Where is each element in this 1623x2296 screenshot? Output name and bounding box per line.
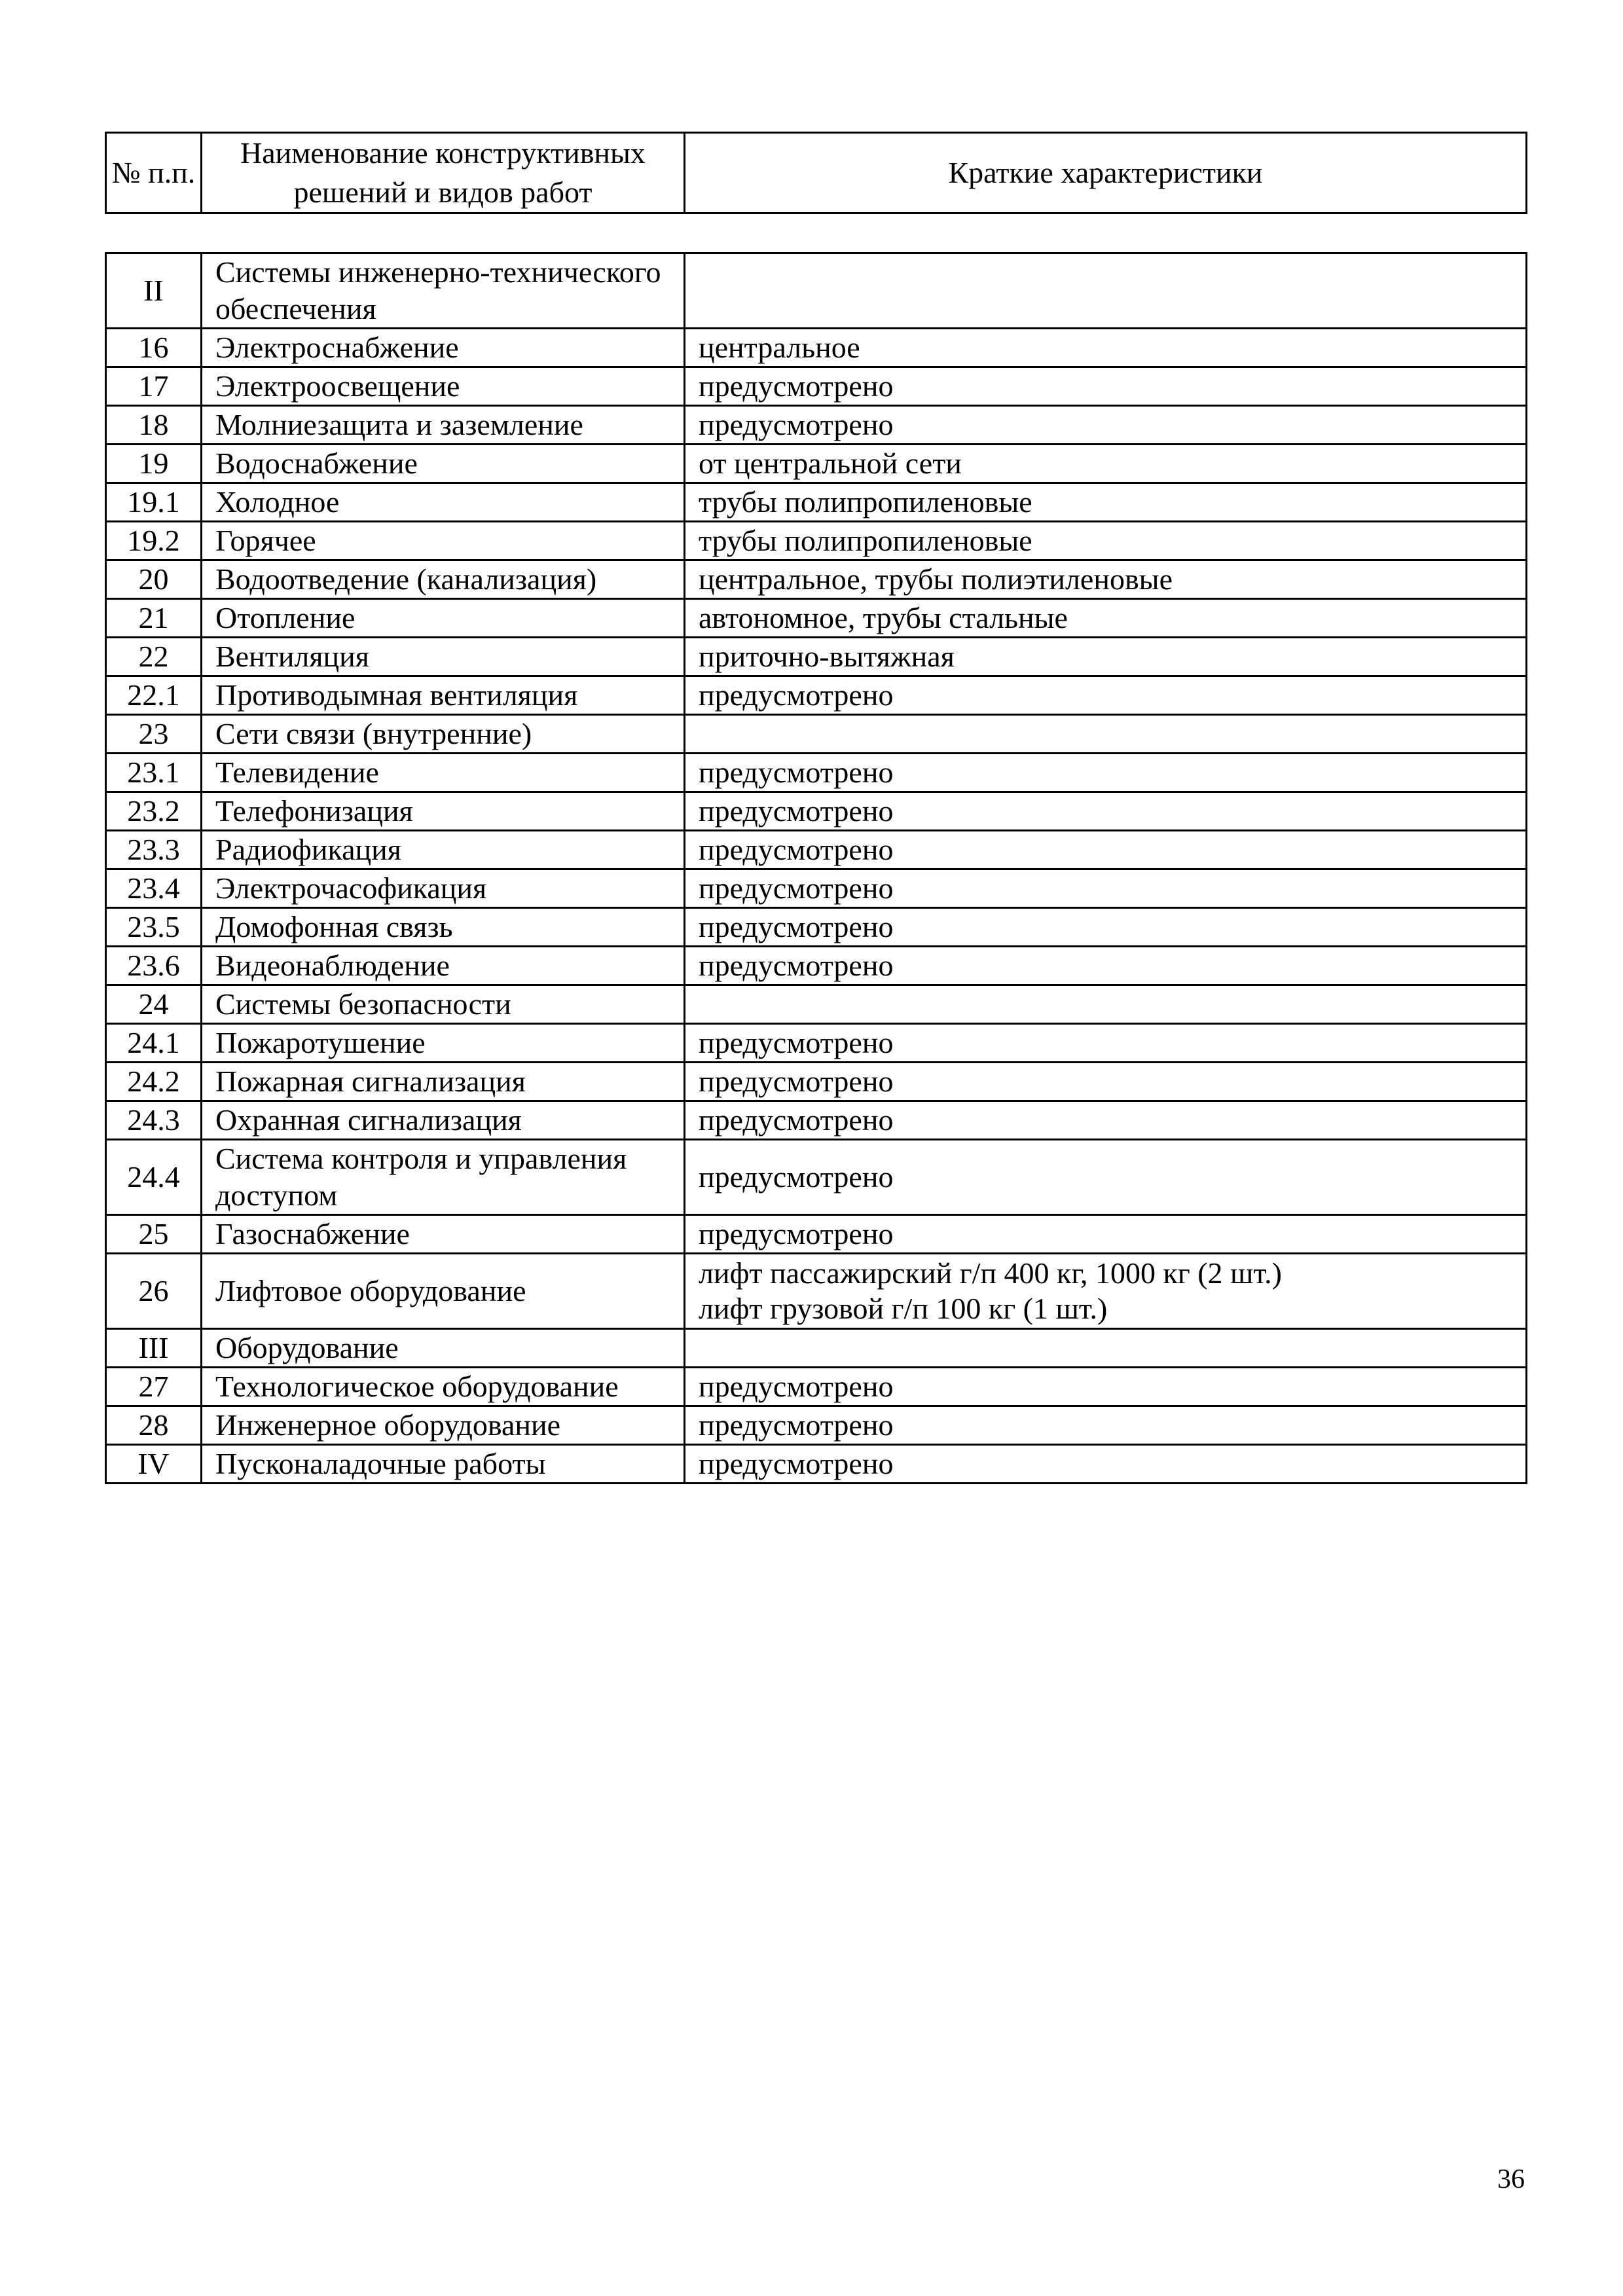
table-row (106, 329, 1527, 367)
row-description: трубы полипропиленовые (685, 522, 1527, 560)
row-name: Оборудование (202, 1329, 685, 1368)
row-number: 25 (106, 1215, 202, 1254)
row-description (685, 1329, 1527, 1368)
table-row (106, 1329, 1527, 1368)
works-table (105, 252, 1527, 1484)
row-number: 24.2 (106, 1063, 202, 1101)
row-description: приточно-вытяжная (685, 638, 1527, 676)
table-row (106, 1254, 1527, 1329)
row-number: 24 (106, 985, 202, 1024)
row-description: предусмотрено (685, 1140, 1527, 1215)
row-description: предусмотрено (685, 908, 1527, 947)
row-description: предусмотрено (685, 869, 1527, 908)
row-number: 26 (106, 1254, 202, 1329)
table-row (106, 638, 1527, 676)
table-row (106, 1101, 1527, 1140)
row-description: предусмотрено (685, 1368, 1527, 1406)
row-name: Телевидение (202, 754, 685, 792)
row-name: Электроосвещение (202, 367, 685, 406)
row-number: 28 (106, 1406, 202, 1445)
row-name: Электроснабжение (202, 329, 685, 367)
row-name: Домофонная связь (202, 908, 685, 947)
table-row (106, 754, 1527, 792)
row-name: Молниезащита и заземление (202, 406, 685, 445)
table-row (106, 253, 1527, 329)
row-name: Лифтовое оборудование (202, 1254, 685, 1329)
row-description: предусмотрено (685, 1445, 1527, 1484)
row-number: 21 (106, 599, 202, 638)
table-row (106, 1140, 1527, 1215)
row-number: 22.1 (106, 676, 202, 715)
row-name: Сети связи (внутренние) (202, 715, 685, 754)
row-name: Системы безопасности (202, 985, 685, 1024)
page-number: 36 (1497, 2164, 1525, 2195)
row-name: Технологическое оборудование (202, 1368, 685, 1406)
row-description: предусмотрено (685, 1406, 1527, 1445)
table-row (106, 1406, 1527, 1445)
row-name: Электрочасофикация (202, 869, 685, 908)
row-number: 23.1 (106, 754, 202, 792)
header-number-label: № п.п. (111, 156, 196, 189)
row-name: Газоснабжение (202, 1215, 685, 1254)
row-description: предусмотрено (685, 792, 1527, 831)
row-description: трубы полипропиленовые (685, 483, 1527, 522)
row-name: Противодымная вентиляция (202, 676, 685, 715)
row-number: 27 (106, 1368, 202, 1406)
row-description (685, 253, 1527, 329)
table-row (106, 792, 1527, 831)
row-name: Видеонаблюдение (202, 947, 685, 985)
row-number: 16 (106, 329, 202, 367)
row-name: Пожаротушение (202, 1024, 685, 1063)
row-description: предусмотрено (685, 1024, 1527, 1063)
row-number: 23.5 (106, 908, 202, 947)
table-row (106, 985, 1527, 1024)
row-name: Пожарная сигнализация (202, 1063, 685, 1101)
row-description: предусмотрено (685, 367, 1527, 406)
row-name: Отопление (202, 599, 685, 638)
row-name: Водоснабжение (202, 445, 685, 483)
row-description-line: лифт пассажирский г/п 400 кг, 1000 кг (2 шт.) (699, 1256, 1282, 1290)
table-row (106, 1445, 1527, 1484)
row-name: Инженерное оборудование (202, 1406, 685, 1445)
header-name-label: Наименование конструктивных решений и видов работ (240, 136, 646, 209)
row-description: предусмотрено (685, 947, 1527, 985)
table-row (106, 1368, 1527, 1406)
row-number: III (106, 1329, 202, 1368)
table-row (106, 483, 1527, 522)
row-number: 23.4 (106, 869, 202, 908)
table-row (106, 445, 1527, 483)
row-description: предусмотрено (685, 1215, 1527, 1254)
row-description: предусмотрено (685, 406, 1527, 445)
row-number: II (106, 253, 202, 329)
row-name: Горячее (202, 522, 685, 560)
row-number: 23.2 (106, 792, 202, 831)
table-header (105, 132, 1527, 214)
row-description: предусмотрено (685, 676, 1527, 715)
header-description-label: Краткие характеристики (948, 156, 1263, 189)
row-name: Водоотведение (канализация) (202, 560, 685, 599)
row-name: Система контроля и управления доступом (202, 1140, 685, 1215)
row-name: Вентиляция (202, 638, 685, 676)
row-number: IV (106, 1445, 202, 1484)
row-number: 18 (106, 406, 202, 445)
row-number: 24.1 (106, 1024, 202, 1063)
header-number-column (106, 133, 202, 213)
row-description: центральное (685, 329, 1527, 367)
row-number: 23.3 (106, 831, 202, 869)
table-row (106, 406, 1527, 445)
row-name: Холодное (202, 483, 685, 522)
header-name-column (202, 133, 685, 213)
table-row (106, 1063, 1527, 1101)
row-name: Пусконаладочные работы (202, 1445, 685, 1484)
table-row (106, 869, 1527, 908)
row-description-line: лифт грузовой г/п 100 кг (1 шт.) (699, 1292, 1108, 1325)
row-number: 24.4 (106, 1140, 202, 1215)
row-description: предусмотрено (685, 1063, 1527, 1101)
table-row (106, 522, 1527, 560)
row-number: 20 (106, 560, 202, 599)
row-name: Радиофикация (202, 831, 685, 869)
row-number: 24.3 (106, 1101, 202, 1140)
row-number: 17 (106, 367, 202, 406)
row-number: 19.2 (106, 522, 202, 560)
table-row (106, 1024, 1527, 1063)
header-row (106, 133, 1527, 213)
table-row (106, 1215, 1527, 1254)
table-row (106, 560, 1527, 599)
row-description: предусмотрено (685, 831, 1527, 869)
row-name: Системы инженерно-технического обеспечения (202, 253, 685, 329)
row-number: 23 (106, 715, 202, 754)
table-row (106, 831, 1527, 869)
row-number: 19 (106, 445, 202, 483)
table-row (106, 367, 1527, 406)
table-row (106, 947, 1527, 985)
header-description-column (685, 133, 1527, 213)
row-description (685, 715, 1527, 754)
row-description (685, 1254, 1527, 1329)
row-number: 23.6 (106, 947, 202, 985)
table-row (106, 715, 1527, 754)
row-number: 19.1 (106, 483, 202, 522)
row-description (685, 985, 1527, 1024)
row-description: предусмотрено (685, 1101, 1527, 1140)
row-name: Охранная сигнализация (202, 1101, 685, 1140)
table-row (106, 599, 1527, 638)
table-row (106, 908, 1527, 947)
row-number: 22 (106, 638, 202, 676)
table-row (106, 676, 1527, 715)
row-description: центральное, трубы полиэтиленовые (685, 560, 1527, 599)
table-body (106, 253, 1527, 1484)
row-name: Телефонизация (202, 792, 685, 831)
row-description: автономное, трубы стальные (685, 599, 1527, 638)
row-description: от центральной сети (685, 445, 1527, 483)
row-description: предусмотрено (685, 754, 1527, 792)
